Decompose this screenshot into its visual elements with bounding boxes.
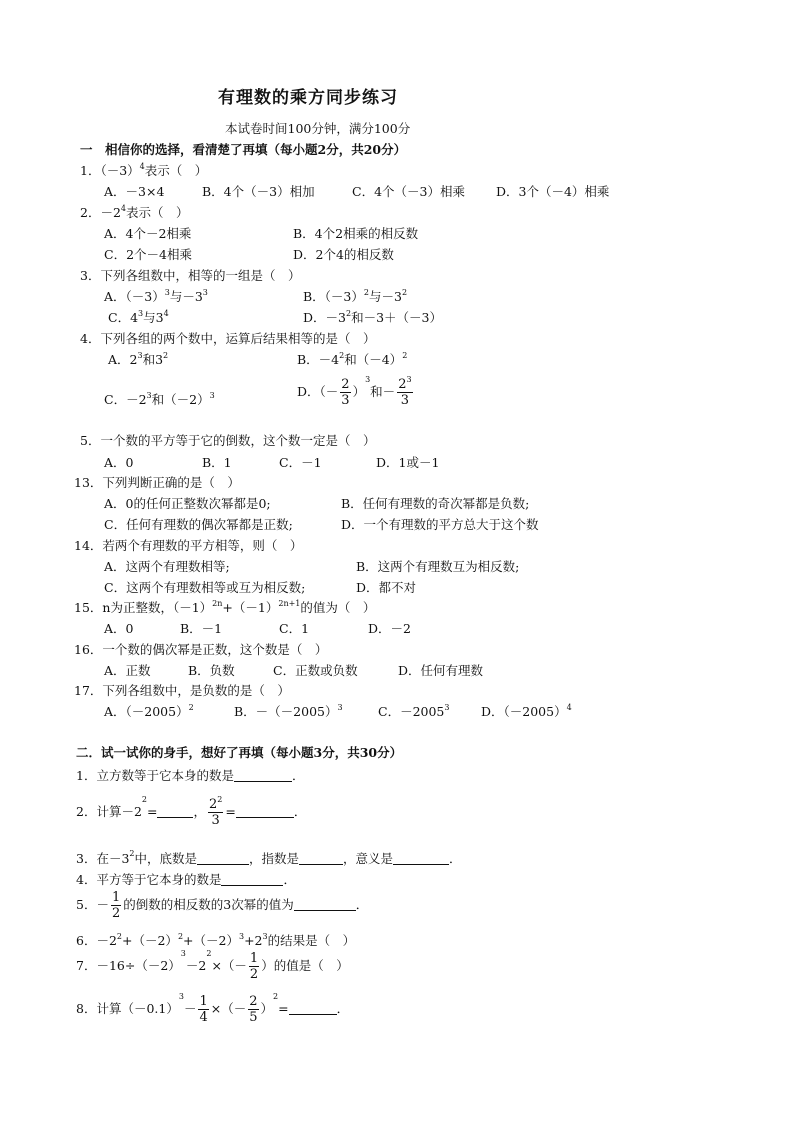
question-2-option-d: D．2个4的相反数: [293, 247, 394, 262]
question-15-stem: 15．n为正整数，$(-1)^{2n}+(-1)^{2n+1}$的值为（ ）: [74, 599, 376, 615]
question-1-option-c: C．4个（－3）相乘: [352, 184, 465, 199]
fill-question-1: 1．立方数等于它本身的数是 ．: [76, 768, 305, 783]
question-13-option-d: D．一个有理数的平方总大于这个数: [341, 517, 539, 532]
question-5-option-a: A．0: [104, 455, 134, 470]
question-16-option-d: D．任何有理数: [398, 663, 484, 678]
question-2-option-a: A．4个－2相乘: [104, 226, 192, 241]
question-14-option-a: A．这两个有理数相等;: [104, 559, 230, 574]
fraction: $\frac{1}{2}$: [249, 951, 259, 982]
answer-blank[interactable]: [289, 1002, 337, 1015]
section2-heading: 二．试一试你的身手，想好了再填（每小题3分，共30分）: [76, 745, 403, 760]
answer-blank[interactable]: [299, 852, 343, 865]
question-4-option-b: B．$-4^2$和$(-4)^2$: [297, 351, 408, 367]
answer-blank[interactable]: [221, 873, 283, 886]
question-15-option-b: B．－1: [180, 621, 223, 636]
question-5-option-c: C．－1: [279, 455, 322, 470]
fraction: $\frac{2}{3}$: [341, 377, 350, 408]
fill-question-5: 5．－ $\frac{1}{2}$ 的倒数的相反数的3次幂的值为 ．: [76, 890, 369, 921]
question-4-option-a: A．$2^3$和$3^2$: [108, 351, 169, 367]
fraction: $\frac{2^2}{3}$: [209, 795, 223, 828]
question-4-stem: 4．下列各组的两个数中，运算后结果相等的是（ ）: [80, 331, 376, 346]
question-17-option-c: C．$-2005^3$: [378, 703, 450, 719]
fill-question-6: 6．$-2^2+(-2)^2+(-2)^3+2^3$的结果是（ ）: [76, 932, 356, 948]
question-5-option-d: D．1或－1: [376, 455, 440, 470]
question-1-stem: 1．$(-3)^4$表示（ ）: [80, 162, 208, 178]
question-5-option-b: B．1: [202, 455, 232, 470]
question-15-option-c: C．1: [279, 621, 310, 636]
fill-question-7: 7．$-16\div(-2)^3-2^2\times(-$ $\frac{1}{2}$ ）的值是（ ）: [76, 949, 349, 982]
question-3-stem: 3．下列各组数中，相等的一组是（ ）: [80, 268, 301, 283]
question-16-option-c: C．正数或负数: [273, 663, 358, 678]
fill-question-8: 8．计算$(-0.1)^3-$ $\frac{1}{4}$ ×（－ $\frac{2}{5}$ ）$^2$= ．: [76, 992, 350, 1025]
question-1-option-b: B．4个（－3）相加: [202, 184, 315, 199]
question-13-option-a: A．0的任何正整数次幂都是0;: [104, 496, 271, 511]
question-1-option-a: A．－3×4: [104, 184, 165, 199]
fraction: $\frac{1}{2}$: [111, 890, 121, 921]
question-5-stem: 5．一个数的平方等于它的倒数，这个数一定是（ ）: [80, 433, 376, 448]
question-17-option-b: B．$-(-2005)^3$: [234, 703, 343, 719]
question-15-option-d: D．－2: [368, 621, 411, 636]
question-2-option-b: B．4个2相乘的相反数: [293, 226, 419, 241]
question-14-option-c: C．这两个有理数相等或互为相反数;: [104, 580, 306, 595]
question-16-stem: 16．一个数的偶次幂是正数，这个数是（ ）: [74, 642, 328, 657]
fill-question-4: 4．平方等于它本身的数是 ．: [76, 872, 296, 887]
answer-blank[interactable]: [236, 805, 294, 818]
answer-blank[interactable]: [234, 769, 292, 782]
question-3-option-a: A．$(-3)^3$与$-3^3$: [104, 288, 208, 304]
question-14-option-b: B．这两个有理数互为相反数;: [356, 559, 520, 574]
question-4-option-c: C．$-2^3$和$(-2)^3$: [104, 391, 215, 407]
fill-question-3: 3．在$-3^2$中，底数是 ，指数是 ，意义是 ．: [76, 849, 462, 866]
question-17-stem: 17．下列各组数中，是负数的是（ ）: [74, 683, 290, 698]
page-title: 有理数的乘方同步练习: [218, 88, 398, 108]
question-14-option-d: D．都不对: [356, 580, 417, 595]
answer-blank[interactable]: [393, 852, 449, 865]
answer-blank[interactable]: [294, 898, 356, 911]
fraction: $\frac{2^3}{3}$: [398, 375, 412, 408]
question-13-option-b: B．任何有理数的奇次幂都是负数;: [341, 496, 530, 511]
question-3-option-c: C．$4^3$与$3^4$: [108, 309, 169, 325]
answer-blank[interactable]: [157, 805, 193, 818]
exam-subtitle: 本试卷时间100分钟，满分100分: [225, 121, 411, 136]
fraction: $\frac{2}{5}$: [249, 994, 258, 1025]
answer-blank[interactable]: [197, 852, 249, 865]
question-3-option-b: B．$(-3)^2$与$-3^2$: [303, 288, 408, 304]
question-14-stem: 14．若两个有理数的平方相等，则（ ）: [74, 538, 303, 553]
question-16-option-b: B．负数: [188, 663, 235, 678]
question-1-option-d: D．3个（－4）相乘: [496, 184, 610, 199]
question-16-option-a: A．正数: [104, 663, 151, 678]
question-2-stem: 2．$-2^4$表示（ ）: [80, 204, 189, 220]
question-13-option-c: C．任何有理数的偶次幂都是正数;: [104, 517, 293, 532]
question-3-option-d: D．$-3^2$和－3＋（－3）: [303, 309, 442, 325]
question-17-option-d: D．$(-2005)^4$: [481, 703, 572, 719]
question-17-option-a: A．$(-2005)^2$: [104, 703, 194, 719]
section1-heading: 一 相信你的选择，看清楚了再填（每小题2分，共20分）: [80, 142, 407, 157]
question-13-stem: 13．下列判断正确的是（ ）: [74, 475, 240, 490]
question-15-option-a: A．0: [104, 621, 134, 636]
fill-question-2: 2．计算$-2^2=$ ， $\frac{2^2}{3}$ = ．: [76, 795, 307, 828]
question-4-option-d: D．（－ $\frac{2}{3}$ ）$^3$和－ $\frac{2^3}{3}$: [297, 375, 412, 408]
fraction: $\frac{1}{4}$: [199, 994, 208, 1025]
question-2-option-c: C．2个－4相乘: [104, 247, 192, 262]
